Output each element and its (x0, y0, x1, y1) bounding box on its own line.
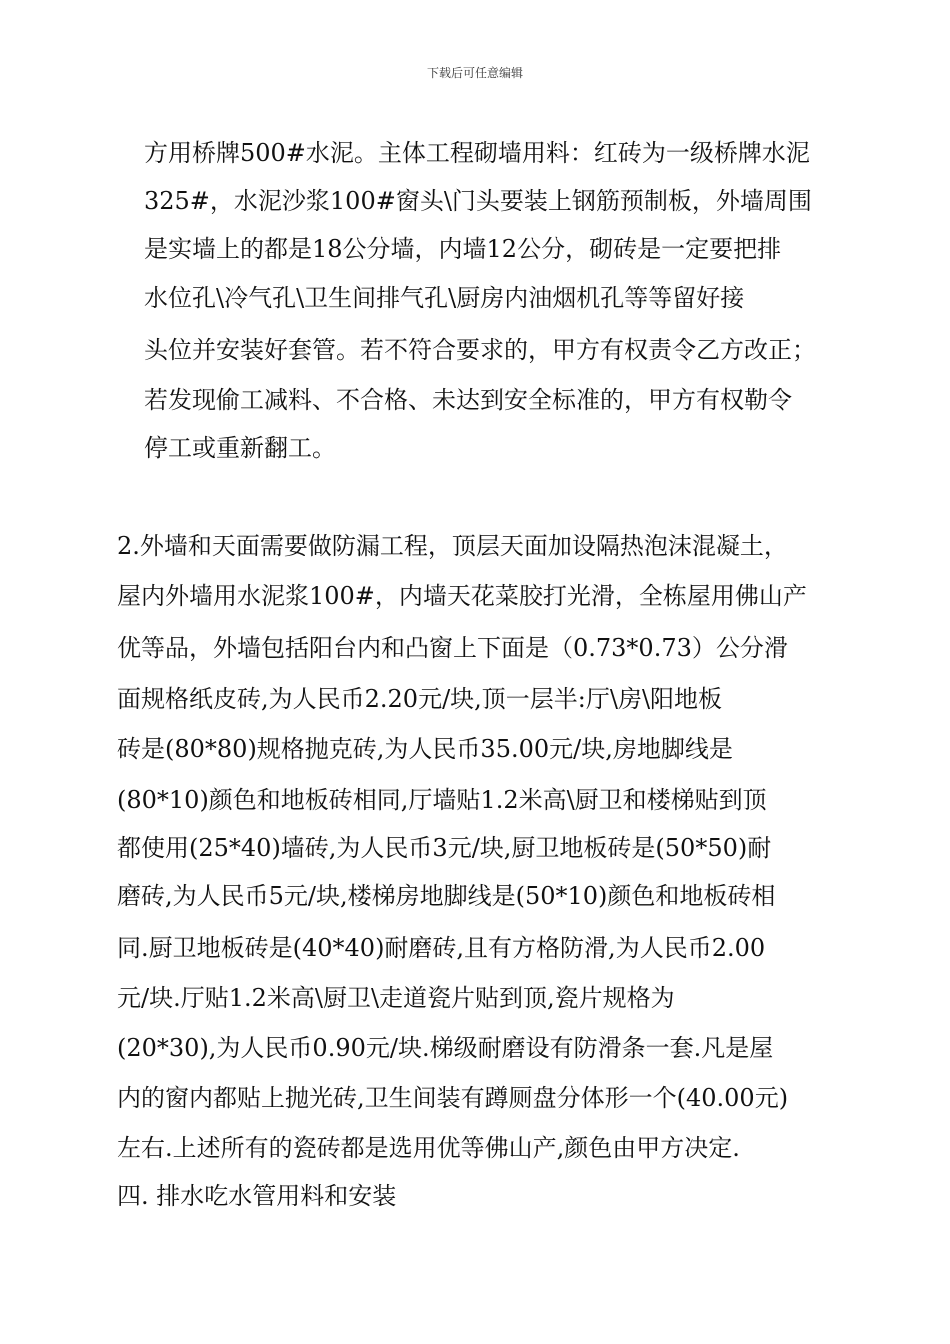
text-line: 2.外墙和天面需要做防漏工程，顶层天面加设隔热泡沫混凝土， (117, 532, 788, 560)
text-line: 屋内外墙用水泥浆100#，内墙天花菜胶打光滑，全栋屋用佛山产 (117, 582, 807, 610)
text-line: 内的窗内都贴上抛光砖,卫生间装有蹲厕盘分体形一个(40.00元) (117, 1084, 789, 1112)
text-line: 若发现偷工减料、不合格、未达到安全标准的，甲方有权勒令 (144, 386, 792, 414)
text-line: 同.厨卫地板砖是(40*40)耐磨砖,且有方格防滑,为人民币2.00 (117, 934, 766, 962)
text-line: 方用桥牌500#水泥。主体工程砌墙用料：红砖为一级桥牌水泥 (144, 139, 810, 167)
text-line: 是实墙上的都是18公分墙，内墙12公分，砌砖是一定要把排 (144, 235, 782, 263)
text-line: (80*10)颜色和地板砖相同,厅墙贴1.2米高\厨卫和楼梯贴到顶 (117, 786, 767, 814)
text-line: 砖是(80*80)规格抛克砖,为人民币35.00元/块,房地脚线是 (117, 735, 733, 763)
text-line: 都使用(25*40)墙砖,为人民币3元/块,厨卫地板砖是(50*50)耐 (117, 834, 772, 862)
text-line: (20*30),为人民币0.90元/块.梯级耐磨设有防滑条一套.凡是屋 (117, 1034, 774, 1062)
text-line: 元/块.厅贴1.2米高\厨卫\走道瓷片贴到顶,瓷片规格为 (117, 984, 675, 1012)
page-header: 下载后可任意编辑 (426, 66, 523, 80)
section-heading: 四. 排水吃水管用料和安装 (117, 1182, 397, 1210)
text-line: 水位孔\冷气孔\卫生间排气孔\厨房内油烟机孔等等留好接 (144, 284, 745, 312)
text-line: 磨砖,为人民币5元/块,楼梯房地脚线是(50*10)颜色和地板砖相 (117, 882, 776, 910)
text-line: 左右.上述所有的瓷砖都是选用优等佛山产,颜色由甲方决定. (117, 1134, 740, 1162)
text-line: 停工或重新翻工。 (144, 434, 336, 462)
text-line: 头位并安装好套管。若不符合要求的，甲方有权责令乙方改正； (144, 336, 816, 364)
text-line: 优等品，外墙包括阳台内和凸窗上下面是（0.73*0.73）公分滑 (117, 634, 788, 662)
text-line: 325#，水泥沙浆100#窗头\门头要装上钢筋预制板，外墙周围 (144, 187, 812, 215)
text-line: 面规格纸皮砖,为人民币2.20元/块,顶一层半:厅\房\阳地板 (117, 685, 723, 713)
